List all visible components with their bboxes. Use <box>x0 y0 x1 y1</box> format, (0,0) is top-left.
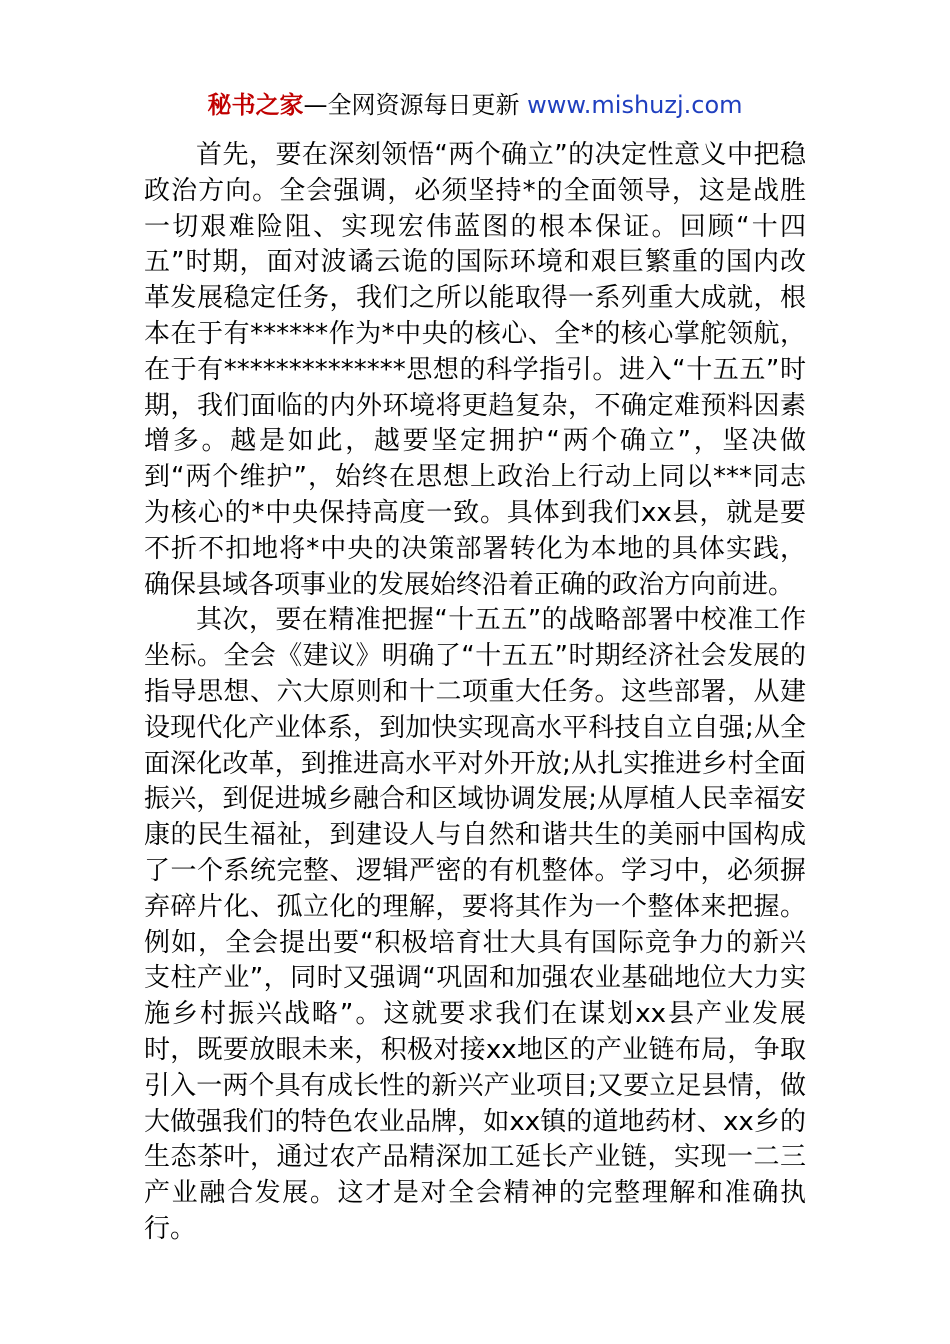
paragraph-2: 其次，要在精准把握“十五五”的战略部署中校准工作坐标。全会《建议》明确了“十五五”时期经济社会发展的指导思想、六大原则和十二项重大任务。这些部署，从建设现代化产业体系，到加快实现高水平科技自立自强;从全面深化改革，到推进高水平对外开放;从扎实推进乡村全面振兴，到促进城乡融合和区域协调发展;从厚植人民幸福安康的民生福祉，到建设人与自然和谐共生的美丽中国构成了一个系统完整、逻辑严密的有机整体。学习中，必须摒弃碎片化、孤立化的理解，要将其作为一个整体来把握。例如，全会提出要“积极培育壮大具有国际竞争力的新兴支柱产业”，同时又强调“巩固和加强农业基础地位大力实施乡村振兴战略”。这就要求我们在谋划xx县产业发展时，既要放眼未来，积极对接xx地区的产业链布局，争取引入一两个具有成长性的新兴产业项目;又要立足县情，做大做强我们的特色农业品牌，如xx镇的道地药材、xx乡的生态茶叶，通过农产品精深加工延长产业链，实现一二三产业融合发展。这才是对全会精神的完整理解和准确执行。 <box>144 605 806 1244</box>
site-url-link[interactable]: www.mishuzj.com <box>527 91 743 119</box>
site-header <box>0 88 950 122</box>
document-body <box>144 138 806 1248</box>
site-tagline: —全网资源每日更新 <box>303 91 528 119</box>
site-name: 秘书之家 <box>207 91 304 119</box>
paragraph-1: 首先，要在深刻领悟“两个确立”的决定性意义中把稳政治方向。全会强调，必须坚持*的全面领导，这是战胜一切艰难险阻、实现宏伟蓝图的根本保证。回顾“十四五”时期，面对波谲云诡的国际环境和艰巨繁重的国内改革发展稳定任务，我们之所以能取得一系列重大成就，根本在于有******作为*中央的核心、全*的核心掌舵领航，在于有**************思想的科学指引。进入“十五五”时期，我们面临的内外环境将更趋复杂，不确定难预料因素增多。越是如此，越要坚定拥护“两个确立”，坚决做到“两个维护”，始终在思想上政治上行动上同以***同志为核心的*中央保持高度一致。具体到我们xx县，就是要不折不扣地将*中央的决策部署转化为本地的具体实践，确保县域各项事业的发展始终沿着正确的政治方向前进。 <box>144 140 806 600</box>
